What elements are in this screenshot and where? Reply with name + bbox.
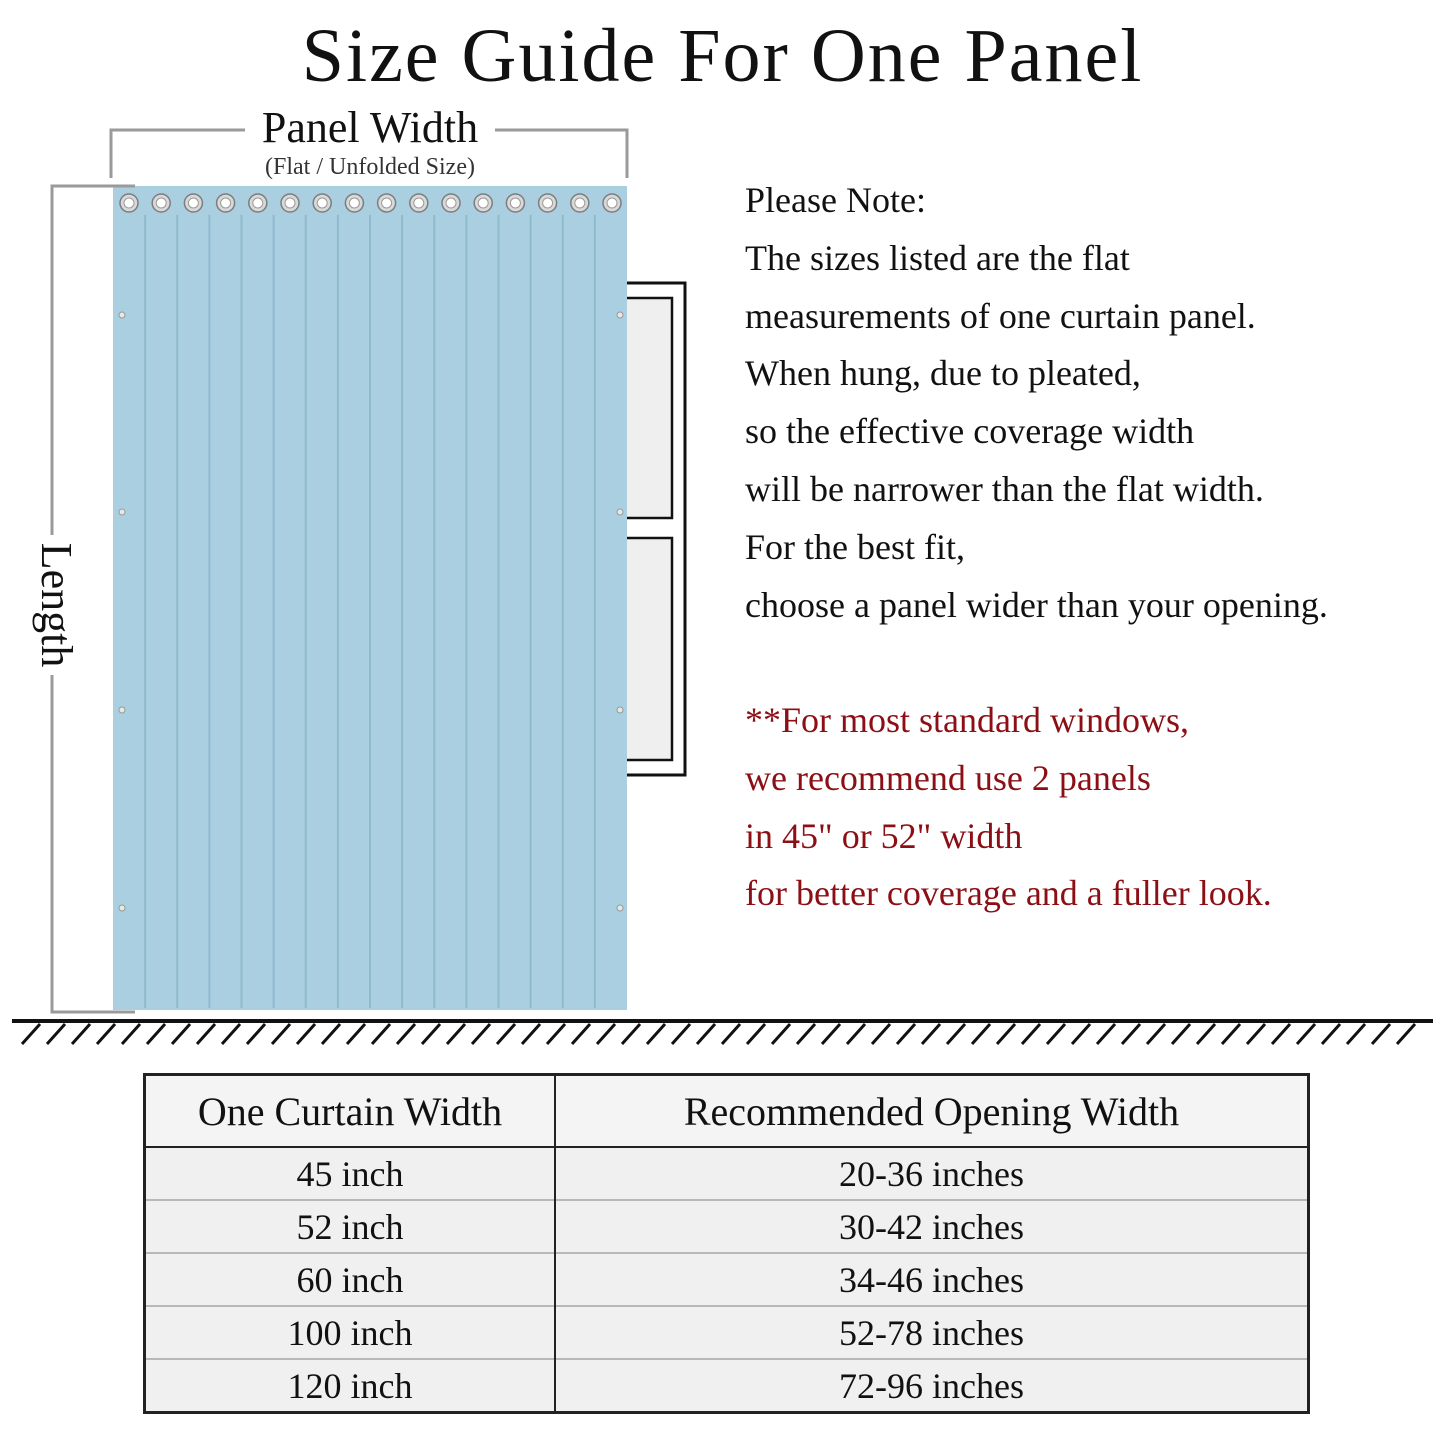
floor-hatch bbox=[622, 1024, 640, 1044]
floor-hatch bbox=[122, 1024, 140, 1044]
floor-hatch bbox=[1372, 1024, 1390, 1044]
curtain-width-cell: 45 inch bbox=[145, 1147, 556, 1200]
floor-hatch bbox=[597, 1024, 615, 1044]
table-header-row bbox=[145, 1075, 1309, 1148]
curtain-width-cell: 120 inch bbox=[145, 1359, 556, 1413]
floor-hatch bbox=[1072, 1024, 1090, 1044]
floor-hatch bbox=[897, 1024, 915, 1044]
recommendation-line: we recommend use 2 panels bbox=[745, 757, 1151, 798]
length-label: Length bbox=[34, 535, 78, 676]
grommet bbox=[506, 194, 524, 212]
recommendation-line: in 45" or 52" width bbox=[745, 815, 1023, 856]
floor-hatch bbox=[672, 1024, 690, 1044]
grommet bbox=[539, 194, 557, 212]
panel-width-label: Panel Width bbox=[245, 102, 495, 154]
floor-hatch bbox=[947, 1024, 965, 1044]
side-pin bbox=[119, 312, 125, 318]
floor-hatch bbox=[1022, 1024, 1040, 1044]
note-line: When hung, due to pleated, bbox=[745, 353, 1141, 394]
floor-hatch bbox=[172, 1024, 190, 1044]
grommet bbox=[474, 194, 492, 212]
floor-hatch bbox=[472, 1024, 490, 1044]
recommendation-line: for better coverage and a fuller look. bbox=[745, 873, 1272, 914]
grommet bbox=[217, 194, 235, 212]
please-note-block bbox=[745, 172, 1435, 634]
recommendation-line: **For most standard windows, bbox=[745, 700, 1189, 740]
floor-hatch bbox=[347, 1024, 365, 1044]
side-pin bbox=[617, 312, 623, 318]
grommet bbox=[281, 194, 299, 212]
floor-hatch bbox=[747, 1024, 765, 1044]
opening-width-cell: 30-42 inches bbox=[555, 1200, 1309, 1253]
floor-hatch bbox=[147, 1024, 165, 1044]
floor-hatch bbox=[822, 1024, 840, 1044]
note-line: For the best fit, bbox=[745, 526, 965, 567]
floor-hatch bbox=[1097, 1024, 1115, 1044]
floor-hatch bbox=[47, 1024, 65, 1044]
grommet bbox=[249, 194, 267, 212]
length-label-wrap bbox=[26, 542, 86, 668]
column-header-opening-width: Recommended Opening Width bbox=[555, 1075, 1309, 1148]
floor-hatch bbox=[1197, 1024, 1215, 1044]
floor-hatch bbox=[497, 1024, 515, 1044]
side-pin bbox=[119, 707, 125, 713]
table-row bbox=[145, 1200, 1309, 1253]
floor-hatch bbox=[372, 1024, 390, 1044]
opening-width-cell: 34-46 inches bbox=[555, 1253, 1309, 1306]
curtain-width-cell: 100 inch bbox=[145, 1306, 556, 1359]
note-line: choose a panel wider than your opening. bbox=[745, 584, 1328, 625]
grommet bbox=[603, 194, 621, 212]
curtain-width-cell: 60 inch bbox=[145, 1253, 556, 1306]
floor-hatch bbox=[972, 1024, 990, 1044]
floor-hatch bbox=[772, 1024, 790, 1044]
grommet bbox=[313, 194, 331, 212]
floor-hatch bbox=[872, 1024, 890, 1044]
floor-hatch bbox=[247, 1024, 265, 1044]
note-line: measurements of one curtain panel. bbox=[745, 295, 1256, 336]
table-row bbox=[145, 1253, 1309, 1306]
note-line: The sizes listed are the flat bbox=[745, 237, 1130, 278]
side-pin bbox=[119, 905, 125, 911]
floor-hatch bbox=[722, 1024, 740, 1044]
grommet bbox=[345, 194, 363, 212]
floor-hatch bbox=[997, 1024, 1015, 1044]
floor-hatch bbox=[1222, 1024, 1240, 1044]
floor-hatch bbox=[572, 1024, 590, 1044]
floor-hatch bbox=[922, 1024, 940, 1044]
side-pin bbox=[617, 905, 623, 911]
floor-hatch bbox=[522, 1024, 540, 1044]
floor-hatch bbox=[447, 1024, 465, 1044]
recommendation-block bbox=[745, 692, 1435, 923]
opening-width-cell: 52-78 inches bbox=[555, 1306, 1309, 1359]
floor-hatch bbox=[1347, 1024, 1365, 1044]
floor-hatch bbox=[222, 1024, 240, 1044]
grommet bbox=[378, 194, 396, 212]
floor-hatch bbox=[1172, 1024, 1190, 1044]
floor-hatch bbox=[272, 1024, 290, 1044]
floor-hatch bbox=[847, 1024, 865, 1044]
floor-hatch bbox=[1047, 1024, 1065, 1044]
note-line: Please Note: bbox=[745, 180, 926, 220]
floor-hatch bbox=[1397, 1024, 1415, 1044]
floor-hatch bbox=[797, 1024, 815, 1044]
side-pin bbox=[617, 509, 623, 515]
column-header-curtain-width: One Curtain Width bbox=[145, 1075, 556, 1148]
side-pin bbox=[119, 509, 125, 515]
floor-hatch bbox=[197, 1024, 215, 1044]
curtain-width-cell: 52 inch bbox=[145, 1200, 556, 1253]
floor-hatch bbox=[397, 1024, 415, 1044]
floor-hatch bbox=[697, 1024, 715, 1044]
floor-hatch bbox=[1322, 1024, 1340, 1044]
table-row bbox=[145, 1306, 1309, 1359]
note-line: will be narrower than the flat width. bbox=[745, 468, 1264, 509]
floor-hatch bbox=[647, 1024, 665, 1044]
floor-hatch bbox=[72, 1024, 90, 1044]
panel-width-sublabel: (Flat / Unfolded Size) bbox=[265, 154, 475, 180]
floor-hatch bbox=[297, 1024, 315, 1044]
floor-line bbox=[12, 1021, 1433, 1044]
side-pin bbox=[617, 707, 623, 713]
grommet bbox=[152, 194, 170, 212]
grommet bbox=[571, 194, 589, 212]
floor-hatch bbox=[22, 1024, 40, 1044]
grommet bbox=[184, 194, 202, 212]
page-title: Size Guide For One Panel bbox=[301, 14, 1144, 98]
floor-hatch bbox=[97, 1024, 115, 1044]
floor-hatch bbox=[1122, 1024, 1140, 1044]
floor-hatch bbox=[322, 1024, 340, 1044]
floor-hatch bbox=[1247, 1024, 1265, 1044]
floor-hatch bbox=[1147, 1024, 1165, 1044]
floor-hatch bbox=[1297, 1024, 1315, 1044]
opening-width-cell: 72-96 inches bbox=[555, 1359, 1309, 1413]
note-line: so the effective coverage width bbox=[745, 411, 1195, 452]
floor-hatch bbox=[1272, 1024, 1290, 1044]
grommet bbox=[120, 194, 138, 212]
floor-hatch bbox=[422, 1024, 440, 1044]
table-row bbox=[145, 1359, 1309, 1413]
table-row bbox=[145, 1147, 1309, 1200]
grommet bbox=[442, 194, 460, 212]
opening-width-cell: 20-36 inches bbox=[555, 1147, 1309, 1200]
grommet bbox=[410, 194, 428, 212]
size-table bbox=[143, 1073, 1310, 1414]
floor-hatch bbox=[547, 1024, 565, 1044]
